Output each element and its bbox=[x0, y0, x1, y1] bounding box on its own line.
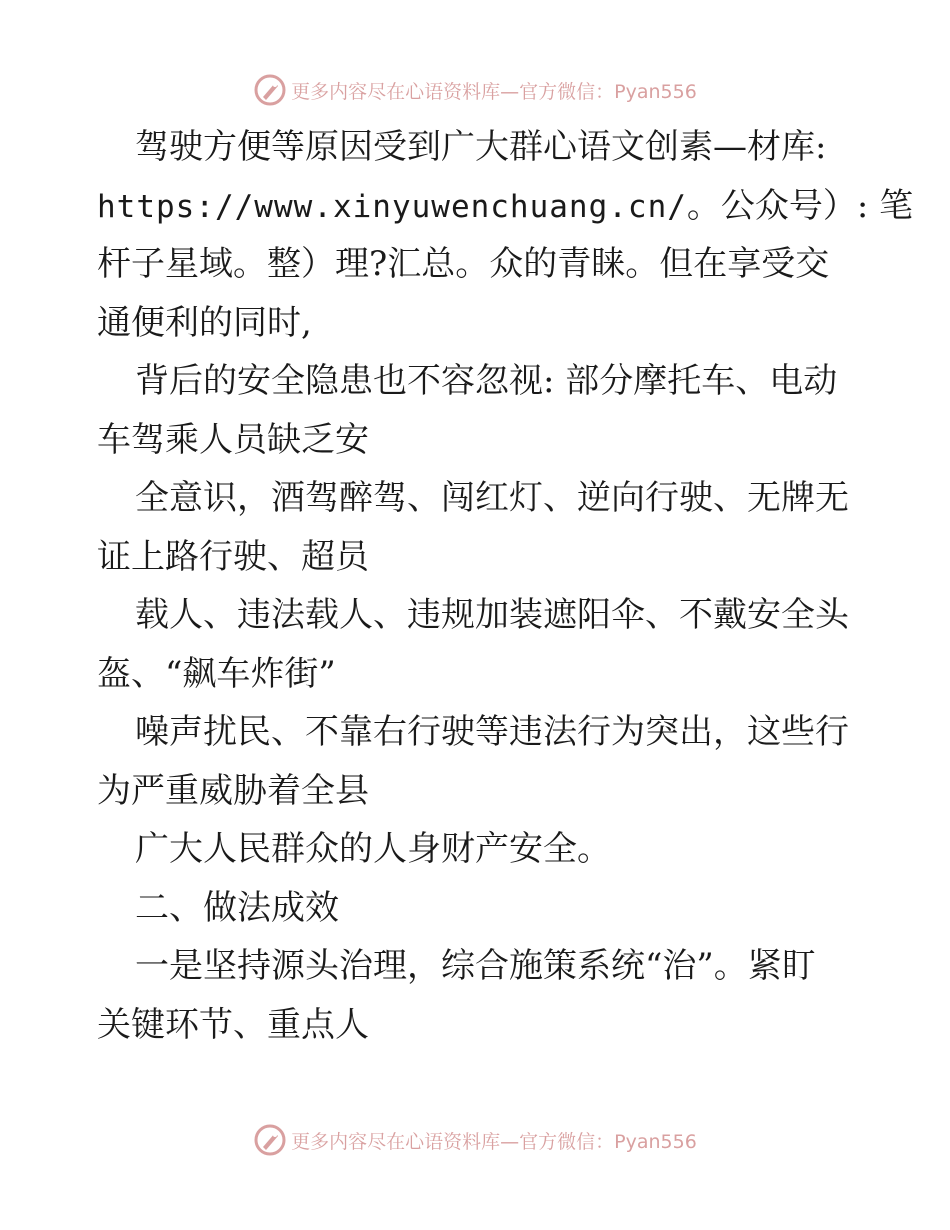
text-line: 噪声扰民、不靠右行驶等违法行为突出，这些行 bbox=[135, 712, 849, 752]
text-line: 载人、违法载人、违规加装遮阳伞、不戴安全头 bbox=[135, 595, 849, 635]
document-body bbox=[97, 118, 914, 1054]
url-line-rest: 。公众号）: 笔 bbox=[686, 185, 914, 226]
text-line: 证上路行驶、超员 bbox=[97, 536, 369, 577]
section-heading: 二、做法成效 bbox=[135, 887, 339, 928]
url-text: https://www.xinyuwenchuang.cn/ bbox=[97, 188, 687, 225]
text-line: 一是坚持源头治理，综合施策系统“治”。紧盯 bbox=[135, 946, 816, 986]
watermark-text: 更多内容尽在心语资料库—官方微信：Pyan556 bbox=[291, 1130, 697, 1153]
text-line: 广大人民群众的人身财产安全。 bbox=[135, 829, 611, 869]
text-line: 盔、“飙车炸街” bbox=[97, 653, 336, 694]
text-line: 为严重威胁着全县 bbox=[97, 770, 369, 811]
pen-nib-seal-icon bbox=[253, 73, 287, 107]
text-line: 通便利的同时, bbox=[97, 302, 312, 343]
text-line: 车驾乘人员缺乏安 bbox=[97, 419, 369, 460]
footer-watermark bbox=[0, 1120, 950, 1160]
text-line-url bbox=[97, 177, 914, 236]
text-line: 驾驶方便等原因受到广大群心语文创素—材库: bbox=[135, 127, 827, 167]
header-watermark bbox=[0, 70, 950, 110]
text-line: 全意识，酒驾醉驾、闯红灯、逆向行驶、无牌无 bbox=[135, 478, 849, 518]
text-line: 杆子星域。整）理?汇总。众的青睐。但在享受交 bbox=[97, 244, 830, 284]
text-line: 关键环节、重点人 bbox=[97, 1004, 369, 1045]
watermark-text: 更多内容尽在心语资料库—官方微信：Pyan556 bbox=[291, 80, 697, 103]
text-line: 背后的安全隐患也不容忽视: 部分摩托车、电动 bbox=[135, 361, 838, 401]
pen-nib-seal-icon bbox=[253, 1123, 287, 1157]
